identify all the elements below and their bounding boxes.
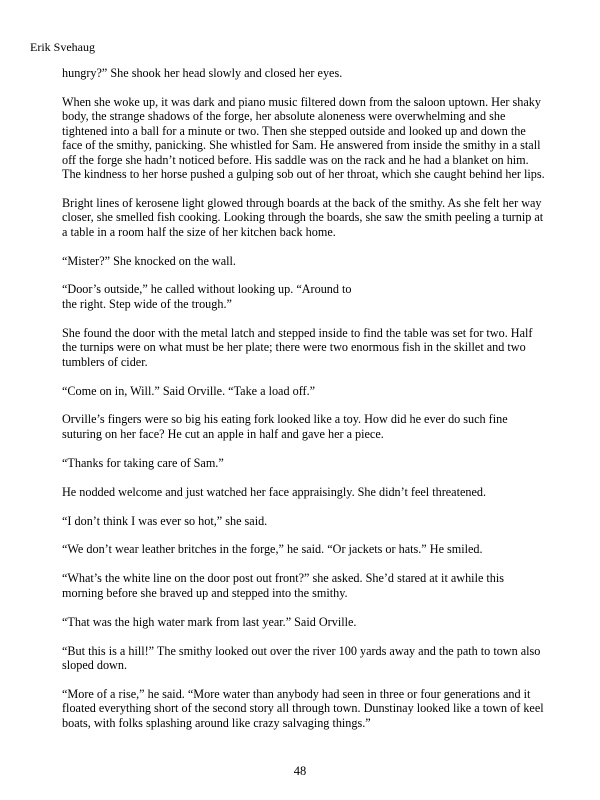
- paragraph: “But this is a hill!” The smithy looked out over the river 100 yards away and the path to town also sloped down.: [62, 643, 541, 672]
- paragraph: When she woke up, it was dark and piano music filtered down from the saloon uptown. Her shaky body, the strange shadows of the forge, her absolute aloneness were overwhelming and she tightened into a ball for a minute or two. Then she stepped outside and looked up and down the face of the smithy, panicking. She whistled for Sam. He answered from inside the smithy in a stall off the forge she hadn’t noticed before. His saddle was on the rack and he had a blanket on him. The kindness to her horse pushed a gulping sob out of her throat, which she caught behind her lips.: [62, 94, 545, 181]
- paragraph: He nodded welcome and just watched her face appraisingly. She didn’t feel threatened.: [62, 484, 487, 499]
- paragraph: “More of a rise,” he said. “More water than anybody had seen in three or four generations and it floated everything short of the second story all through town. Dunstinay looked like a town of keel boats, with folks splashing around like crazy salvaging things.”: [62, 686, 544, 730]
- paragraph: “Thanks for taking care of Sam.”: [62, 455, 224, 470]
- paragraph: “Mister?” She knocked on the wall.: [62, 253, 236, 268]
- paragraph: hungry?” She shook her head slowly and closed her eyes.: [62, 66, 343, 80]
- paragraph: the right. Step wide of the trough.”: [62, 296, 232, 311]
- paragraph: Orville’s fingers were so big his eating fork looked like a toy. How did he ever do such fine suturing on her face? He cut an apple in half and gave her a piece.: [62, 412, 508, 441]
- paragraph: “That was the high water mark from last year.” Said Orville.: [62, 614, 357, 629]
- paragraph: Bright lines of kerosene light glowed through boards at the back of the smithy. As she felt her way closer, she smelled fish cooking. Looking through the boards, she saw the smith peeling a turnip at a table in a room half the size of her kitchen back home.: [62, 195, 544, 239]
- body-text: [62, 66, 547, 745]
- paragraph: “Come on in, Will.” Said Orville. “Take a load off.”: [62, 383, 316, 398]
- page-number: 48: [293, 764, 307, 778]
- paragraph: “What’s the white line on the door post out front?” she asked. She’d stared at it awhile this morning before she braved up and stepped into the smithy.: [62, 571, 505, 600]
- paragraph: “We don’t wear leather britches in the forge,” he said. “Or jackets or hats.” He smiled.: [62, 542, 483, 557]
- paragraph: She found the door with the metal latch and stepped inside to find the table was set for two. Half the turnips were on what must be her plate; there were two enormous fish in the skillet and two tumblers of cider.: [62, 325, 533, 369]
- paragraph: “Door’s outside,” he called without looking up. “Around to: [62, 282, 352, 297]
- paragraph: “I don’t think I was ever so hot,” she said.: [62, 513, 268, 528]
- running-header-author: Erik Svehaug: [30, 40, 95, 54]
